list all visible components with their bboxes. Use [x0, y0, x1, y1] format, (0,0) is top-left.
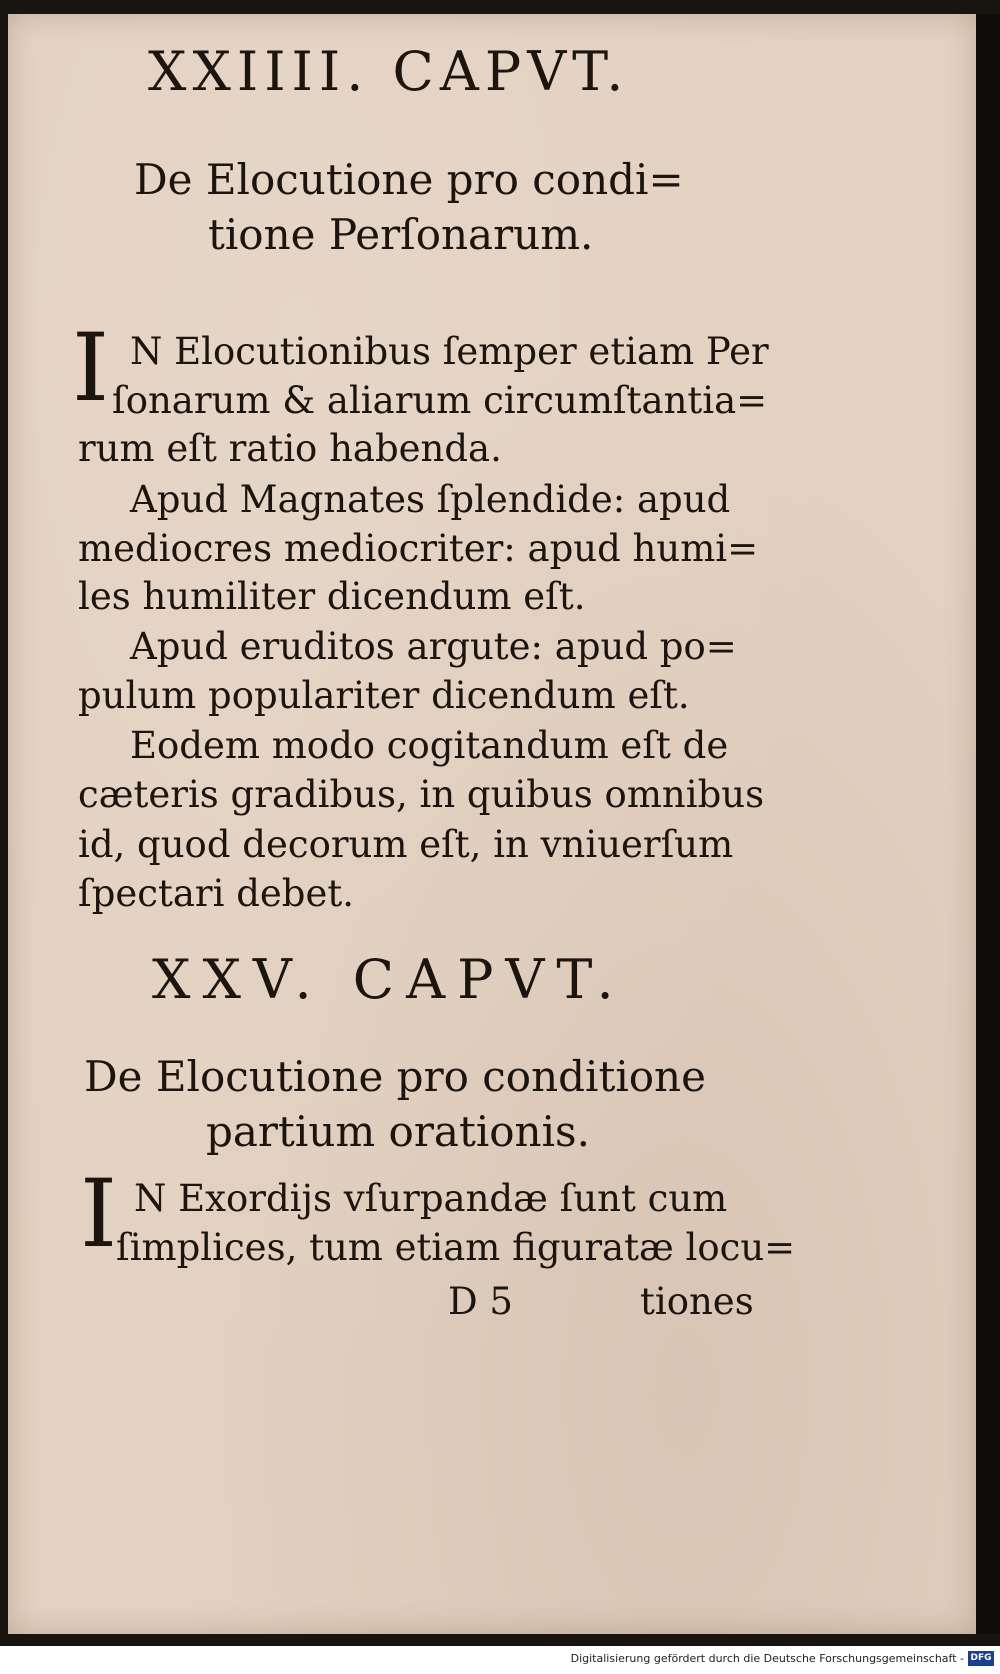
page-edge-shadow: [976, 14, 1000, 1634]
signature-mark: D 5: [448, 1280, 513, 1323]
chapter-heading-25-line-2: partium orationis.: [206, 1107, 590, 1156]
digitization-footer: [0, 1646, 1000, 1674]
catchword: tiones: [640, 1280, 754, 1323]
text-line: ſonarum & aliarum circumſtantia=: [112, 379, 768, 422]
dropcap-24: I: [72, 314, 110, 423]
text-line: pulum populariter dicendum eſt.: [78, 674, 690, 717]
chapter-heading-24-line-1: De Elocutione pro condi=: [134, 155, 684, 204]
text-line: ſpectari debet.: [78, 872, 355, 915]
text-line: mediocres mediocriter: apud humi=: [78, 527, 759, 570]
text-line: Apud eruditos argute: apud po=: [130, 625, 737, 668]
text-line: N Elocutionibus ſemper etiam Per: [130, 330, 769, 373]
text-line: id, quod decorum eſt, in vniuerſum: [78, 823, 734, 866]
text-line: Eodem modo cogitandum eſt de: [130, 724, 729, 767]
chapter-heading-24-line-2: tione Perſonarum.: [208, 210, 594, 259]
text-line: les humiliter dicendum eſt.: [78, 575, 586, 618]
dfg-logo: DFG: [968, 1651, 994, 1666]
text-line: ſimplices, tum etiam figuratæ locu=: [116, 1226, 796, 1269]
text-line: Apud Magnates ſplendide: apud: [130, 478, 731, 521]
chapter-title-24: XXIIII. CAPVT.: [148, 40, 630, 103]
footer-credit: Digitalisierung gefördert durch die Deutsche Forschungsgemeinschaft -: [570, 1652, 964, 1665]
text-line: cæteris gradibus, in quibus omnibus: [78, 773, 765, 816]
chapter-heading-25-line-1: De Elocutione pro conditione: [84, 1052, 706, 1101]
text-line: rum eſt ratio habenda.: [78, 427, 502, 470]
chapter-title-25: XXV. CAPVT.: [152, 948, 626, 1011]
dropcap-25: I: [80, 1160, 118, 1269]
text-line: N Exordijs vſurpandæ ſunt cum: [134, 1177, 728, 1220]
